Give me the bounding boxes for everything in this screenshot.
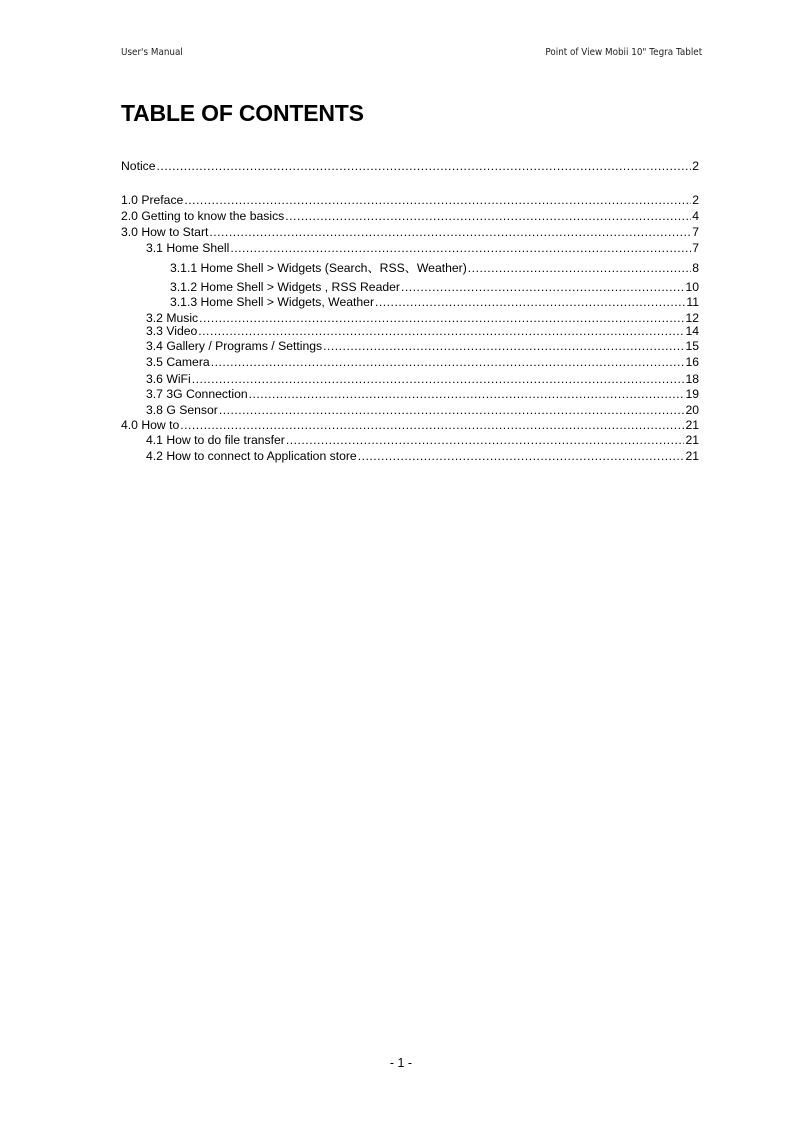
dot-leader bbox=[157, 159, 692, 174]
dot-leader bbox=[401, 280, 684, 295]
dot-leader bbox=[468, 261, 691, 276]
toc-entry-page: 7 bbox=[692, 241, 699, 255]
toc-entry[interactable] bbox=[121, 418, 699, 433]
toc-entry-label: 3.2 Music bbox=[146, 311, 199, 325]
toc-entry[interactable] bbox=[170, 261, 699, 276]
dot-leader bbox=[180, 418, 684, 433]
dot-leader bbox=[211, 355, 685, 370]
toc-entry[interactable] bbox=[146, 449, 699, 464]
dot-leader bbox=[184, 193, 691, 208]
toc-entry-label: 1.0 Preface bbox=[121, 193, 184, 207]
toc-entry-page: 2 bbox=[692, 193, 699, 207]
toc-entry-label: 3.1.2 Home Shell > Widgets , RSS Reader bbox=[170, 280, 400, 294]
toc-entry[interactable] bbox=[146, 241, 699, 256]
dot-leader bbox=[375, 295, 685, 310]
toc-entry-page: 12 bbox=[685, 311, 699, 325]
dot-leader bbox=[249, 387, 685, 402]
toc-entry[interactable] bbox=[121, 225, 699, 240]
toc-entry-page: 15 bbox=[685, 339, 699, 353]
dot-leader bbox=[323, 339, 684, 354]
toc-entry-page: 21 bbox=[685, 433, 699, 447]
toc-entry[interactable] bbox=[146, 433, 699, 448]
toc-entry-label: 3.8 G Sensor bbox=[146, 403, 218, 417]
toc-entry-page: 20 bbox=[685, 403, 699, 417]
header-right: Point of View Mobii 10" Tegra Tablet bbox=[545, 47, 702, 58]
toc-entry-label: 4.1 How to do file transfer bbox=[146, 433, 285, 447]
toc-entry-page: 8 bbox=[692, 261, 699, 275]
toc-entry-label: 2.0 Getting to know the basics bbox=[121, 209, 285, 223]
toc-entry-page: 21 bbox=[685, 449, 699, 463]
toc-entry-page: 7 bbox=[692, 225, 699, 239]
dot-leader bbox=[285, 209, 691, 224]
dot-leader bbox=[198, 324, 684, 339]
toc-entry-label: 3.6 WiFi bbox=[146, 372, 191, 386]
toc-entry-label: 3.4 Gallery / Programs / Settings bbox=[146, 339, 323, 353]
toc-entry-label: 3.1 Home Shell bbox=[146, 241, 230, 255]
dot-leader bbox=[209, 225, 691, 240]
toc-entry-label: 3.3 Video bbox=[146, 324, 198, 338]
toc-entry[interactable] bbox=[121, 193, 699, 208]
toc-entry-page: 14 bbox=[685, 324, 699, 338]
toc-entry-label: 4.2 How to connect to Application store bbox=[146, 449, 357, 463]
toc-entry[interactable] bbox=[146, 339, 699, 354]
page-title: TABLE OF CONTENTS bbox=[121, 100, 364, 126]
toc-entry[interactable] bbox=[146, 372, 699, 387]
toc-entry[interactable] bbox=[146, 355, 699, 370]
header-left: User's Manual bbox=[121, 47, 183, 58]
toc-entry-page: 4 bbox=[692, 209, 699, 223]
dot-leader bbox=[192, 372, 685, 387]
page-number: - 1 - bbox=[389, 1056, 413, 1070]
dot-leader bbox=[286, 433, 685, 448]
toc-entry-label: 3.1.1 Home Shell > Widgets (Search、RSS、Weather) bbox=[170, 261, 467, 275]
toc-entry-page: 19 bbox=[685, 387, 699, 401]
toc-entry-page: 16 bbox=[685, 355, 699, 369]
toc-entry-label: 3.7 3G Connection bbox=[146, 387, 248, 401]
toc-entry[interactable] bbox=[170, 280, 699, 295]
toc-entry-label: 3.0 How to Start bbox=[121, 225, 209, 239]
toc-entry-page: 10 bbox=[685, 280, 699, 294]
toc-entry-page: 21 bbox=[685, 418, 699, 432]
toc-entry-label: Notice bbox=[121, 159, 156, 173]
dot-leader bbox=[230, 241, 691, 256]
toc-entry-page: 11 bbox=[686, 295, 699, 309]
toc-entry[interactable] bbox=[170, 295, 699, 310]
toc-entry[interactable] bbox=[146, 387, 699, 402]
toc-entry[interactable] bbox=[146, 403, 699, 418]
toc-entry-label: 3.5 Camera bbox=[146, 355, 210, 369]
toc-entry[interactable] bbox=[121, 209, 699, 224]
dot-leader bbox=[358, 449, 685, 464]
toc-entry-page: 2 bbox=[692, 159, 699, 173]
toc-entry[interactable] bbox=[146, 324, 699, 339]
toc-entry[interactable] bbox=[121, 159, 699, 174]
dot-leader bbox=[219, 403, 685, 418]
toc-entry-page: 18 bbox=[685, 372, 699, 386]
toc-entry-label: 4.0 How to bbox=[121, 418, 180, 432]
toc-entry-label: 3.1.3 Home Shell > Widgets, Weather bbox=[170, 295, 375, 309]
